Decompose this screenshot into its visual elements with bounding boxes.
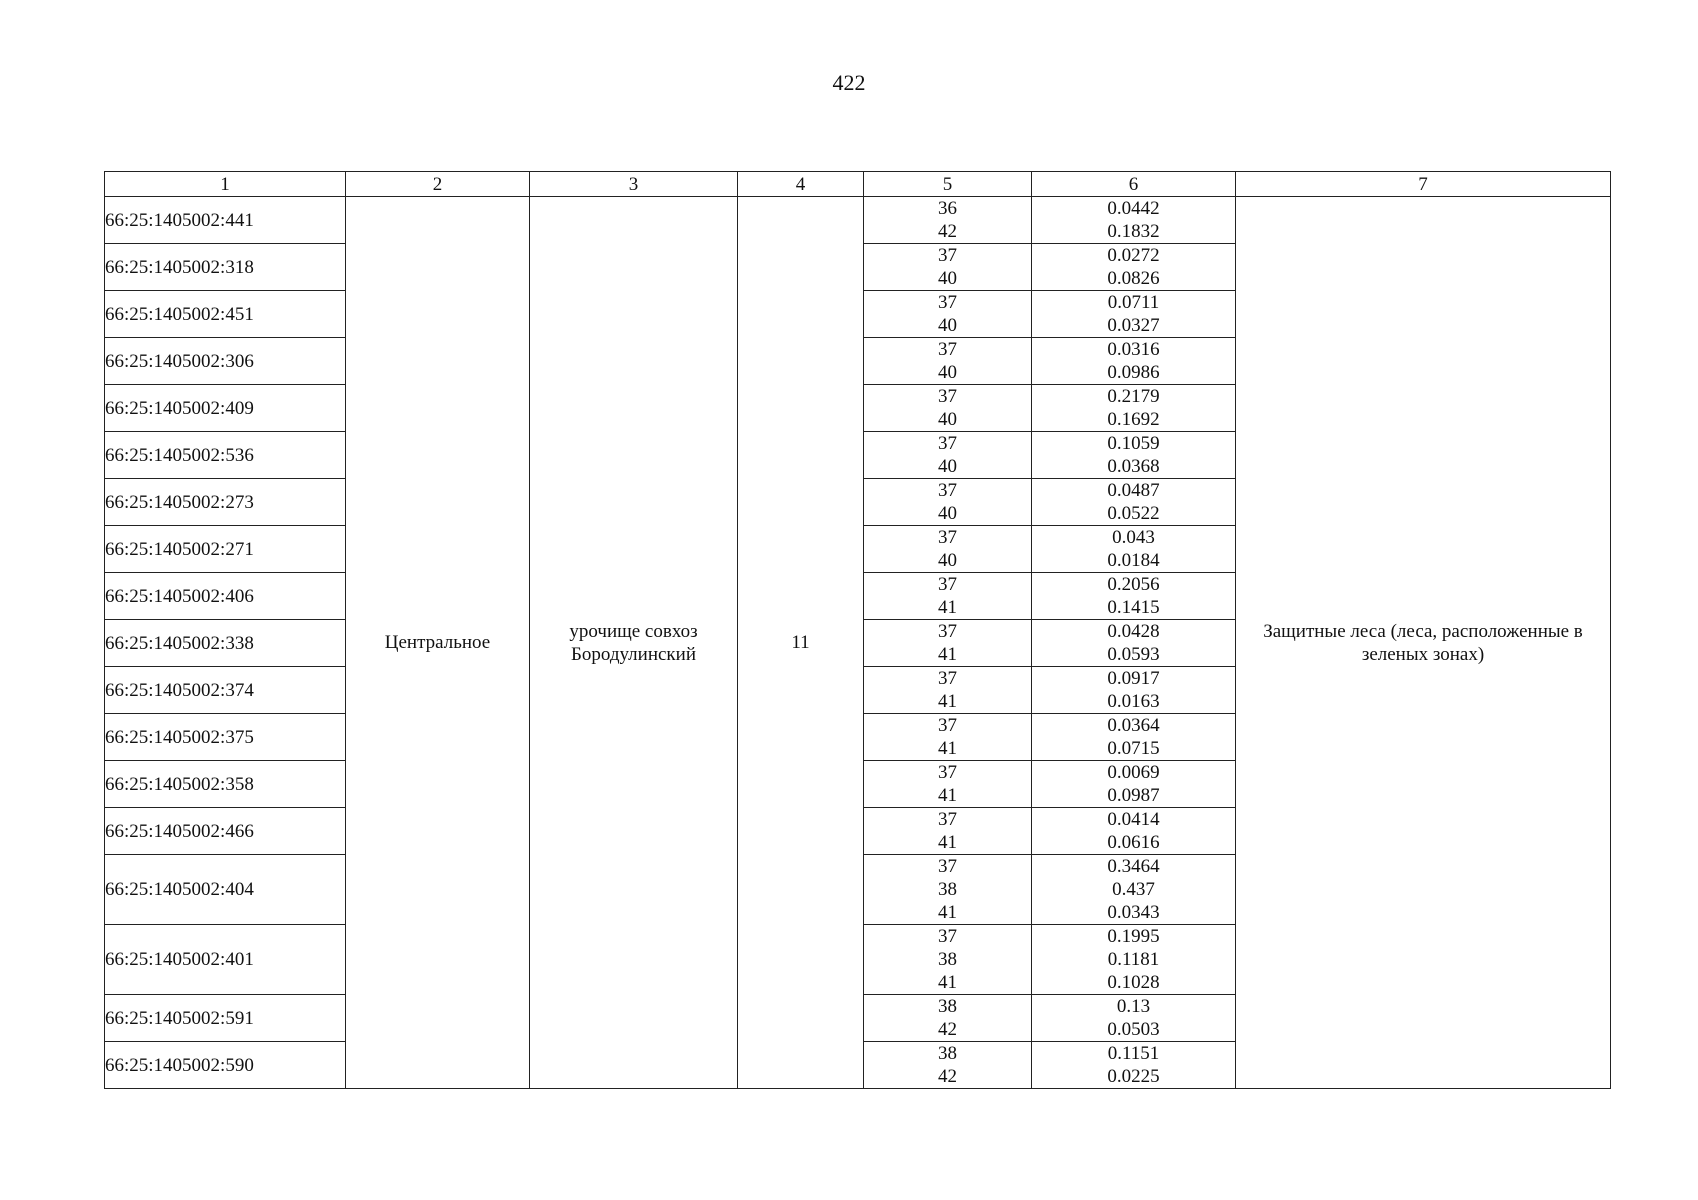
parcel-number: 37: [938, 574, 957, 595]
parcel-number: 38: [938, 1043, 957, 1064]
column-header: 1: [105, 172, 346, 197]
area-values-cell: [1032, 714, 1236, 761]
area-values-cell: [1032, 338, 1236, 385]
area-value: 0.0711: [1107, 292, 1160, 313]
column-header: 6: [1032, 172, 1236, 197]
parcel-number: 37: [938, 527, 957, 548]
area-values-cell: [1032, 526, 1236, 573]
cadastral-number-cell: 66:25:1405002:375: [105, 714, 346, 761]
parcel-numbers-cell: [864, 1042, 1032, 1089]
area-value: 0.0327: [1107, 315, 1160, 336]
area-value: 0.437: [1112, 879, 1155, 900]
area-value: 0.0503: [1107, 1019, 1160, 1040]
area-value: 0.1692: [1107, 409, 1160, 430]
parcel-number: 41: [938, 597, 957, 618]
area-value: 0.0225: [1107, 1066, 1160, 1087]
parcel-numbers-cell: [864, 479, 1032, 526]
area-value: 0.1151: [1107, 1043, 1160, 1064]
parcel-number: 38: [938, 996, 957, 1017]
parcel-number: 40: [938, 315, 957, 336]
parcel-number: 42: [938, 1066, 957, 1087]
area-values-cell: [1032, 925, 1236, 995]
area-value: 0.0184: [1107, 550, 1160, 571]
area-value: 0.0826: [1107, 268, 1160, 289]
parcel-table: [104, 171, 1611, 1089]
parcel-number: 37: [938, 809, 957, 830]
parcel-numbers-cell: [864, 338, 1032, 385]
parcel-number: 37: [938, 856, 957, 877]
parcel-numbers-cell: [864, 197, 1032, 244]
quarter-cell: 11: [738, 197, 864, 1089]
parcel-number: 42: [938, 1019, 957, 1040]
parcel-number: 41: [938, 691, 957, 712]
parcel-numbers-cell: [864, 291, 1032, 338]
area-value: 0.2056: [1107, 574, 1160, 595]
parcel-numbers-cell: [864, 244, 1032, 291]
area-values-cell: [1032, 667, 1236, 714]
cadastral-number-cell: 66:25:1405002:451: [105, 291, 346, 338]
area-value: 0.0987: [1107, 785, 1160, 806]
parcel-number: 41: [938, 832, 957, 853]
parcel-number: 37: [938, 386, 957, 407]
area-value: 0.1028: [1107, 972, 1160, 993]
parcel-number: 37: [938, 621, 957, 642]
column-header: 5: [864, 172, 1032, 197]
cadastral-number-cell: 66:25:1405002:273: [105, 479, 346, 526]
parcel-numbers-cell: [864, 667, 1032, 714]
cadastral-number-cell: 66:25:1405002:536: [105, 432, 346, 479]
parcel-number: 37: [938, 339, 957, 360]
cadastral-number-cell: 66:25:1405002:306: [105, 338, 346, 385]
forest-category-cell: Защитные леса (леса, расположенные в зеленых зонах): [1236, 197, 1611, 1089]
area-values-cell: [1032, 385, 1236, 432]
parcel-number: 41: [938, 738, 957, 759]
area-value: 0.0593: [1107, 644, 1160, 665]
area-value: 0.0986: [1107, 362, 1160, 383]
cadastral-number-cell: 66:25:1405002:338: [105, 620, 346, 667]
area-value: 0.2179: [1107, 386, 1160, 407]
area-value: 0.0272: [1107, 245, 1160, 266]
area-values-cell: [1032, 761, 1236, 808]
area-values-cell: [1032, 855, 1236, 925]
area-value: 0.043: [1112, 527, 1155, 548]
parcel-numbers-cell: [864, 761, 1032, 808]
area-value: 0.0442: [1107, 198, 1160, 219]
area-value: 0.0715: [1107, 738, 1160, 759]
area-value: 0.0414: [1107, 809, 1160, 830]
column-header: 2: [346, 172, 530, 197]
area-value: 0.13: [1116, 996, 1151, 1017]
parcel-number: 41: [938, 902, 957, 923]
parcel-number: 40: [938, 268, 957, 289]
parcel-number: 40: [938, 550, 957, 571]
district-cell: Центральное: [346, 197, 530, 1089]
parcel-number: 37: [938, 433, 957, 454]
area-values-cell: [1032, 808, 1236, 855]
parcel-numbers-cell: [864, 385, 1032, 432]
parcel-numbers-cell: [864, 573, 1032, 620]
cadastral-number-cell: 66:25:1405002:406: [105, 573, 346, 620]
area-values-cell: [1032, 432, 1236, 479]
parcel-numbers-cell: [864, 620, 1032, 667]
cadastral-number-cell: 66:25:1405002:401: [105, 925, 346, 995]
cadastral-number-cell: 66:25:1405002:591: [105, 995, 346, 1042]
parcel-number: 36: [938, 198, 957, 219]
tract-cell: урочище совхоз Бородулинский: [530, 197, 738, 1089]
parcel-number: 41: [938, 785, 957, 806]
cadastral-number-cell: 66:25:1405002:374: [105, 667, 346, 714]
cadastral-number-cell: 66:25:1405002:271: [105, 526, 346, 573]
area-value: 0.0917: [1107, 668, 1160, 689]
area-value: 0.0343: [1107, 902, 1160, 923]
area-value: 0.1059: [1107, 433, 1160, 454]
page-number: 422: [832, 70, 866, 95]
area-value: 0.0163: [1107, 691, 1160, 712]
area-value: 0.0616: [1107, 832, 1160, 853]
parcel-numbers-cell: [864, 808, 1032, 855]
column-header: 7: [1236, 172, 1611, 197]
cadastral-number-cell: 66:25:1405002:590: [105, 1042, 346, 1089]
parcel-number: 37: [938, 762, 957, 783]
parcel-number: 40: [938, 409, 957, 430]
area-value: 0.0316: [1107, 339, 1160, 360]
area-value: 0.1415: [1107, 597, 1160, 618]
parcel-number: 40: [938, 362, 957, 383]
cadastral-number-cell: 66:25:1405002:466: [105, 808, 346, 855]
area-values-cell: [1032, 244, 1236, 291]
area-value: 0.0069: [1107, 762, 1160, 783]
parcel-number: 38: [938, 949, 957, 970]
parcel-number: 41: [938, 644, 957, 665]
area-value: 0.0487: [1107, 480, 1160, 501]
table-body: [105, 197, 1611, 1089]
header-row: [105, 172, 1611, 197]
area-values-cell: [1032, 479, 1236, 526]
parcel-number: 37: [938, 926, 957, 947]
area-value: 0.0364: [1107, 715, 1160, 736]
area-value: 0.0368: [1107, 456, 1160, 477]
parcel-numbers-cell: [864, 925, 1032, 995]
parcel-number: 41: [938, 972, 957, 993]
parcel-number: 38: [938, 879, 957, 900]
column-header: 4: [738, 172, 864, 197]
parcel-number: 37: [938, 668, 957, 689]
area-value: 0.0428: [1107, 621, 1160, 642]
area-values-cell: [1032, 1042, 1236, 1089]
area-values-cell: [1032, 291, 1236, 338]
parcel-number: 40: [938, 503, 957, 524]
table-row: [105, 197, 1611, 244]
area-value: 0.1832: [1107, 221, 1160, 242]
parcel-numbers-cell: [864, 855, 1032, 925]
area-value: 0.0522: [1107, 503, 1160, 524]
parcel-numbers-cell: [864, 995, 1032, 1042]
parcel-number: 37: [938, 245, 957, 266]
cadastral-number-cell: 66:25:1405002:409: [105, 385, 346, 432]
parcel-number: 37: [938, 292, 957, 313]
area-value: 0.1995: [1107, 926, 1160, 947]
parcel-number: 37: [938, 715, 957, 736]
parcel-numbers-cell: [864, 714, 1032, 761]
cadastral-number-cell: 66:25:1405002:441: [105, 197, 346, 244]
area-value: 0.1181: [1107, 949, 1160, 970]
area-value: 0.3464: [1107, 856, 1160, 877]
cadastral-number-cell: 66:25:1405002:404: [105, 855, 346, 925]
cadastral-number-cell: 66:25:1405002:358: [105, 761, 346, 808]
cadastral-number-cell: 66:25:1405002:318: [105, 244, 346, 291]
area-values-cell: [1032, 620, 1236, 667]
parcel-number: 42: [938, 221, 957, 242]
parcel-number: 37: [938, 480, 957, 501]
parcel-numbers-cell: [864, 526, 1032, 573]
area-values-cell: [1032, 995, 1236, 1042]
area-values-cell: [1032, 197, 1236, 244]
parcel-numbers-cell: [864, 432, 1032, 479]
column-header: 3: [530, 172, 738, 197]
parcel-number: 40: [938, 456, 957, 477]
area-values-cell: [1032, 573, 1236, 620]
